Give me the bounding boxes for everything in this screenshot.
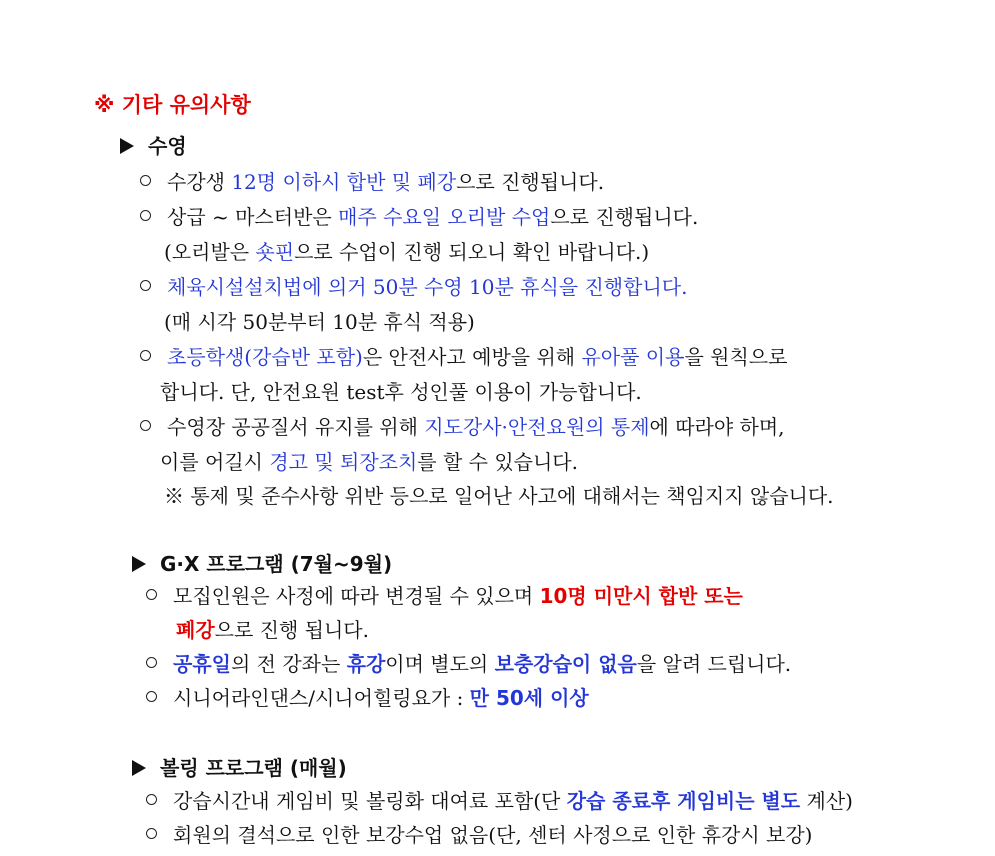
text-segment: (매 시각 50분부터 10분 휴식 적용): [164, 310, 475, 334]
swim-item-2: [140, 203, 698, 231]
circle-bullet-icon: [146, 657, 157, 668]
circle-bullet-icon: [140, 280, 151, 291]
gx-heading-label: G·X 프로그램 (7월~9월): [160, 552, 393, 576]
notice-title: ※ 기타 유의사항: [94, 93, 251, 117]
text-segment: 으로 진행됩니다.: [550, 205, 699, 229]
swim-item-5-cont-text: [160, 450, 578, 474]
text-segment: 매주 수요일 오리발 수업: [338, 205, 551, 229]
text-segment: 숏핀: [255, 240, 295, 264]
text-segment: 를 할 수 있습니다.: [417, 450, 578, 474]
circle-bullet-icon: [140, 350, 151, 361]
gx-item-3: [146, 684, 589, 712]
text-segment: 폐강: [176, 618, 215, 642]
text-segment: 합니다. 단, 안전요원 test후 성인풀 이용이 가능합니다.: [160, 380, 642, 404]
text-segment: 이며 별도의: [385, 652, 495, 676]
swim-item-5-continuation: [160, 448, 578, 476]
circle-bullet-icon: [146, 828, 157, 839]
text-segment: 12명 이하시 합반 및 폐강: [231, 170, 457, 194]
gx-heading: [132, 548, 392, 577]
text-segment: 만 50세 이상: [469, 686, 589, 710]
triangle-bullet-icon: [120, 138, 134, 154]
text-segment: 시니어라인댄스/시니어힐링요가 :: [173, 686, 470, 710]
text-segment: 경고 및 퇴장조치: [269, 450, 418, 474]
swim-item-2-cont-text: [164, 240, 649, 264]
text-segment: 강습시간내 게임비 및 볼링화 대여료 포함(단: [173, 789, 567, 813]
triangle-bullet-icon: [132, 556, 146, 572]
gx-item-1-cont-text: [176, 618, 369, 642]
text-segment: 으로 진행 됩니다.: [214, 618, 369, 642]
text-segment: 강습 종료후 게임비는 별도: [566, 789, 801, 813]
text-segment: 유아풀 이용: [581, 345, 685, 369]
swim-item-3-cont-text: [164, 310, 475, 334]
bowling-item-1-text: [173, 789, 853, 813]
text-segment: 이를 어길시: [160, 450, 270, 474]
swim-item-4-cont-text: [160, 380, 642, 404]
gx-item-3-text: [173, 686, 589, 710]
gx-item-2-text: [173, 652, 791, 676]
swim-item-1-text: [167, 170, 604, 194]
gx-item-1-text: [173, 584, 743, 608]
text-segment: 에 따라야 하며,: [649, 415, 785, 439]
text-segment: 공휴일: [173, 652, 231, 676]
swim-heading: [120, 130, 187, 159]
circle-bullet-icon: [146, 589, 157, 600]
gx-item-2: [146, 650, 791, 678]
text-segment: 10명 미만시 합반 또는: [539, 584, 743, 608]
gx-item-1-continuation: [176, 616, 369, 644]
swim-item-2-text: [167, 205, 698, 229]
text-segment: 초등학생(강습반 포함): [167, 345, 363, 369]
swim-item-2-continuation: [164, 238, 649, 266]
circle-bullet-icon: [140, 210, 151, 221]
text-segment: 회원의 결석으로 인한 보강수업 없음(단, 센터 사정으로 인한 휴강시 보강): [173, 823, 813, 847]
swim-item-1: [140, 168, 604, 196]
circle-bullet-icon: [146, 794, 157, 805]
text-segment: 지도강사·안전요원의 통제: [424, 415, 650, 439]
bowling-item-2-text: [173, 823, 812, 847]
text-segment: 휴강: [346, 652, 386, 676]
text-segment: 계산): [800, 789, 853, 813]
circle-bullet-icon: [140, 420, 151, 431]
swim-item-4: [140, 343, 787, 371]
swim-footnote: ※ 통제 및 준수사항 위반 등으로 일어난 사고에 대해서는 책임지지 않습니다.: [164, 484, 834, 508]
gx-item-1: [146, 582, 743, 610]
triangle-bullet-icon: [132, 760, 146, 776]
bowling-item-1: [146, 787, 853, 815]
text-segment: (오리발은: [164, 240, 256, 264]
text-segment: 을 알려 드립니다.: [636, 652, 792, 676]
text-segment: 상급 ~ 마스터반은: [167, 205, 339, 229]
circle-bullet-icon: [146, 691, 157, 702]
text-segment: 모집인원은 사정에 따라 변경될 수 있으며: [173, 584, 540, 608]
swim-item-5-text: [167, 415, 785, 439]
swim-heading-label: 수영: [148, 134, 187, 158]
text-segment: 체육시설설치법에 의거 50분 수영 10분 휴식을 진행합니다.: [167, 275, 688, 299]
text-segment: 의 전 강좌는: [230, 652, 347, 676]
text-segment: 보충강습이 없음: [494, 652, 637, 676]
swim-item-3: [140, 273, 687, 301]
swim-item-4-continuation: [160, 378, 642, 406]
swim-item-3-text: [167, 275, 687, 299]
text-segment: 수영장 공공질서 유지를 위해: [167, 415, 425, 439]
swim-item-4-text: [167, 345, 787, 369]
circle-bullet-icon: [140, 175, 151, 186]
text-segment: 은 안전사고 예방을 위해: [362, 345, 582, 369]
bowling-heading: [132, 752, 347, 781]
text-segment: 수강생: [167, 170, 232, 194]
swim-item-3-continuation: [164, 308, 475, 336]
text-segment: 으로 진행됩니다.: [456, 170, 605, 194]
bowling-item-2: [146, 821, 812, 849]
text-segment: 을 원칙으로: [684, 345, 788, 369]
bowling-heading-label: 볼링 프로그램 (매월): [160, 756, 347, 780]
text-segment: 으로 수업이 진행 되오니 확인 바랍니다.): [294, 240, 650, 264]
swim-item-5: [140, 413, 785, 441]
